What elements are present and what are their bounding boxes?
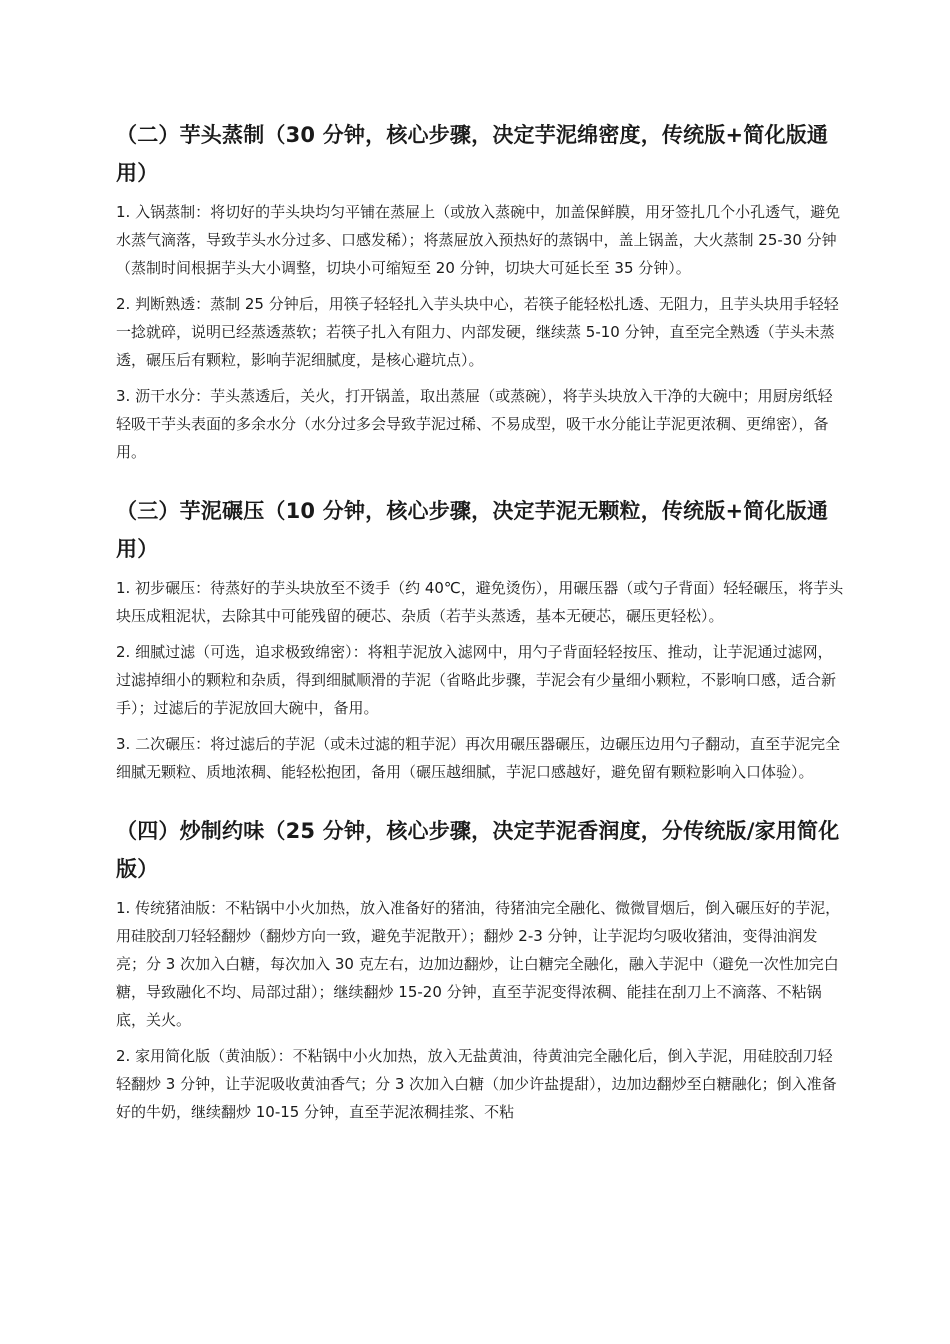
paragraph-frying-traditional: 1. 传统猪油版：不粘锅中小火加热，放入准备好的猪油，待猪油完全融化、微微冒烟后，倒入碾压好的芋泥，用硅胶刮刀轻轻翻炒（翻炒方向一致，避免芋泥散开）；翻炒 2-3 分钟，让芋泥均匀吸收猪油，变得油润发亮；分 3 次加入白糖，每次加入 30 克左右，边加边翻炒，让白糖完全融化，融入芋泥中（避免一次性加完白糖，导致融化不均、局部过甜）；继续翻炒 15-20 分钟，直至芋泥变得浓稠、能挂在刮刀上不滴落、不粘锅底，关火。 bbox=[116, 899, 841, 1029]
section-title-mashing: （三）芋泥碾压（10 分钟，核心步骤，决定芋泥无颗粒，传统版+简化版通用） bbox=[116, 499, 829, 561]
paragraph-steaming-step-2: 2. 判断熟透：蒸制 25 分钟后，用筷子轻轻扎入芋头块中心，若筷子能轻松扎透、无阻力，且芋头块用手轻轻一捻就碎，说明已经蒸透蒸软；若筷子扎入有阻力、内部发硬，继续蒸 5-10 分钟，直至完全熟透（芋头未蒸透，碾压后有颗粒，影响芋泥细腻度，是核心避坑点）。 bbox=[116, 295, 839, 369]
section-gap bbox=[116, 794, 844, 812]
paragraph-mashing-step-3: 3. 二次碾压：将过滤后的芋泥（或未过滤的粗芋泥）再次用碾压器碾压，边碾压边用勺子翻动，直至芋泥完全细腻无颗粒、质地浓稠、能轻松抱团，备用（碾压越细腻，芋泥口感越好，避免留有颗粒影响入口体验）。 bbox=[116, 735, 841, 781]
paragraph-mashing-step-2: 2. 细腻过滤（可选，追求极致绵密）：将粗芋泥放入滤网中，用勺子背面轻轻按压、推动，让芋泥通过滤网，过滤掉细小的颗粒和杂质，得到细腻顺滑的芋泥（省略此步骤，芋泥会有少量细小颗粒，不影响口感，适合新手）；过滤后的芋泥放回大碗中，备用。 bbox=[116, 643, 837, 717]
paragraph-steaming-step-1: 1. 入锅蒸制：将切好的芋头块均匀平铺在蒸屉上（或放入蒸碗中，加盖保鲜膜，用牙签扎几个小孔透气，避免水蒸气滴落，导致芋头水分过多、口感发稀）；将蒸屉放入预热好的蒸锅中，盖上锅盖，大火蒸制 25-30 分钟（蒸制时间根据芋头大小调整，切块小可缩短至 20 分钟，切块大可延长至 35 分钟）。 bbox=[116, 203, 841, 277]
document-body bbox=[116, 116, 844, 1134]
section-title-steaming: （二）芋头蒸制（30 分钟，核心步骤，决定芋泥绵密度，传统版+简化版通用） bbox=[116, 123, 829, 185]
paragraph-frying-simplified: 2. 家用简化版（黄油版）：不粘锅中小火加热，放入无盐黄油，待黄油完全融化后，倒入芋泥，用硅胶刮刀轻轻翻炒 3 分钟，让芋泥吸收黄油香气；分 3 次加入白糖（加少许盐提甜），边加边翻炒至白糖融化；倒入准备好的牛奶，继续翻炒 10-15 分钟，直至芋泥浓稠挂浆、不粘 bbox=[116, 1047, 837, 1121]
paragraph-mashing-step-1: 1. 初步碾压：待蒸好的芋头块放至不烫手（约 40℃，避免烫伤），用碾压器（或勺子背面）轻轻碾压，将芋头块压成粗泥状，去除其中可能残留的硬芯、杂质（若芋头蒸透，基本无硬芯，碾压更轻松）。 bbox=[116, 579, 844, 625]
section-gap bbox=[116, 474, 844, 492]
section-title-frying: （四）炒制约味（25 分钟，核心步骤，决定芋泥香润度，分传统版/家用简化版） bbox=[116, 819, 840, 881]
paragraph-steaming-step-3: 3. 沥干水分：芋头蒸透后，关火，打开锅盖，取出蒸屉（或蒸碗），将芋头块放入干净的大碗中；用厨房纸轻轻吸干芋头表面的多余水分（水分过多会导致芋泥过稀、不易成型，吸干水分能让芋泥更浓稠、更绵密），备用。 bbox=[116, 387, 833, 461]
